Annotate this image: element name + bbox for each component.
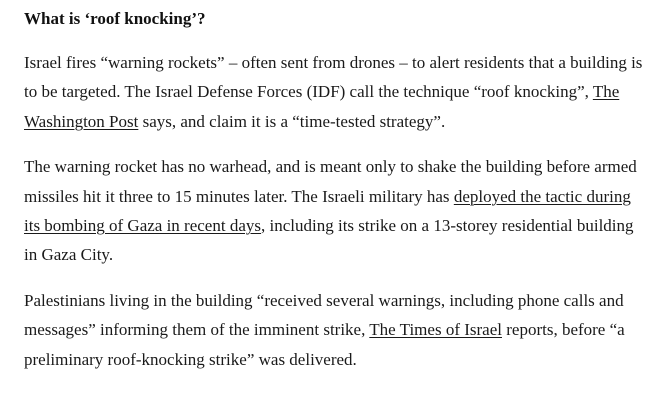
paragraph-text: The warning rocket has no warhead, and is meant only to shake the building before armed missiles hit it three to 15 minutes later. The Israeli military has (24, 157, 637, 206)
paragraph-text: says, and claim it is a “time-tested strategy”. (138, 111, 446, 131)
paragraph-text: Israel fires “warning rockets” – often sent from drones – to alert residents that a building is to be targeted. The Israel Defense Forces (IDF) call the technique “roof knocking”, (24, 53, 643, 102)
paragraph-roof-knocking-intro (24, 48, 645, 136)
paragraph-palestinian-warnings (24, 286, 645, 374)
section-heading: What is ‘roof knocking’? (24, 9, 206, 28)
link-deployed-tactic-gaza[interactable]: deployed the tactic during its bombing of Gaza in recent days (24, 186, 631, 236)
paragraph-text: reports, before “a preliminary roof-knocking strike” was delivered. (24, 320, 625, 369)
link-washington-post[interactable]: The Washington Post (24, 82, 620, 131)
paragraph-text: Palestinians living in the building “received several warnings, including phone calls and messages” informing them of the imminent strike, (24, 290, 624, 340)
paragraph-text: , including its strike on a 13-storey residential building in Gaza City. (24, 216, 634, 265)
paragraph-warning-rocket (24, 152, 645, 270)
link-times-of-israel[interactable]: The Times of Israel (369, 320, 502, 340)
